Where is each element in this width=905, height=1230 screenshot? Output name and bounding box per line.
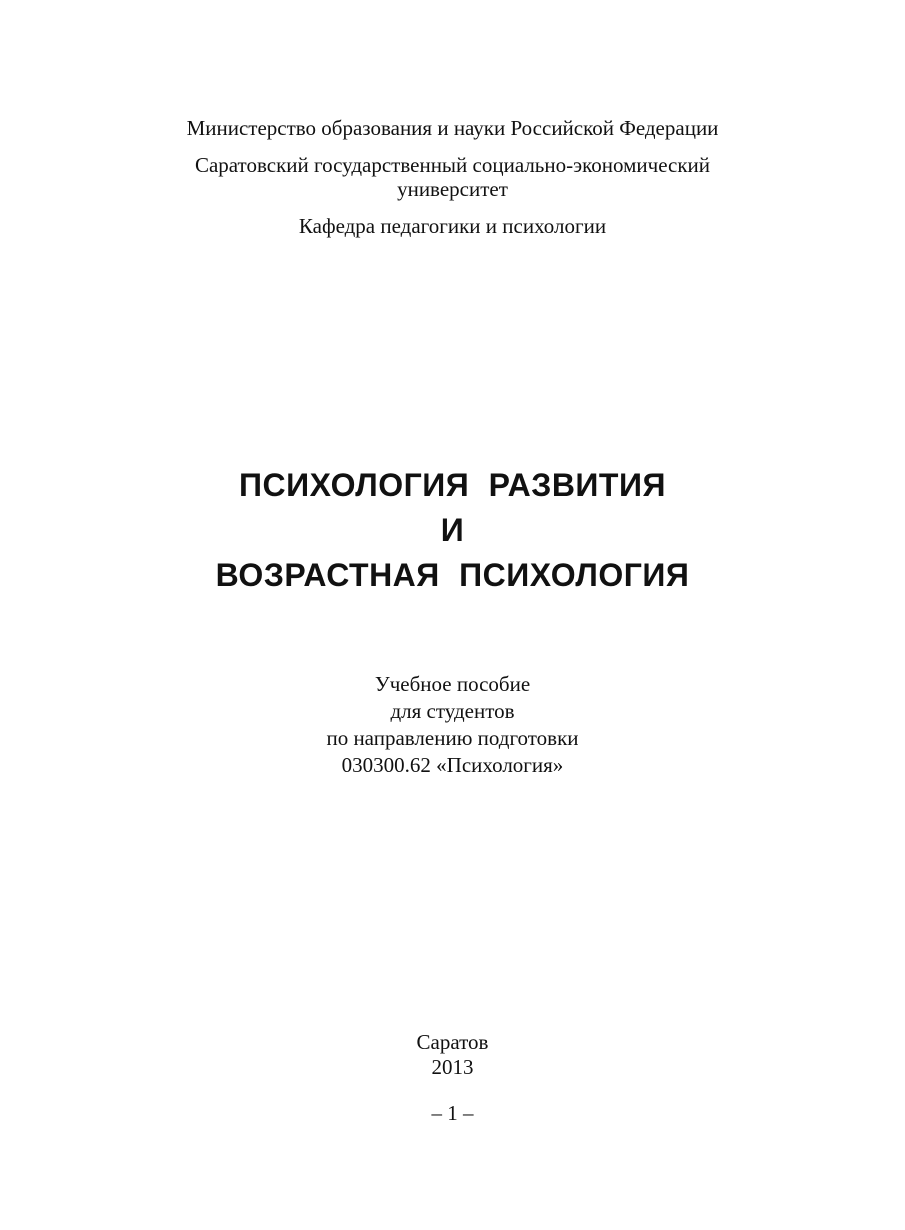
year: 2013	[431, 1055, 474, 1079]
subtitle-line-1: Учебное пособие	[374, 672, 531, 696]
page-number: – 1 –	[431, 1101, 474, 1125]
subtitle-line-2: для студентов	[390, 699, 515, 723]
subtitle-line-3: по направлению подготовки	[326, 726, 579, 750]
title-line-2: И	[440, 512, 465, 548]
ministry-line: Министерство образования и науки Российской Федерации	[186, 116, 719, 140]
city: Саратов	[416, 1030, 489, 1054]
subtitle-line-4: 030300.62 «Психология»	[341, 753, 564, 777]
title-line-3: ВОЗРАСТНАЯ ПСИХОЛОГИЯ	[215, 557, 690, 593]
university-line-1: Саратовский государственный социально-экономический	[194, 153, 711, 177]
university-line-2: университет	[397, 177, 508, 201]
title-line-1: ПСИХОЛОГИЯ РАЗВИТИЯ	[239, 467, 666, 503]
department-line: Кафедра педагогики и психологии	[298, 214, 607, 238]
